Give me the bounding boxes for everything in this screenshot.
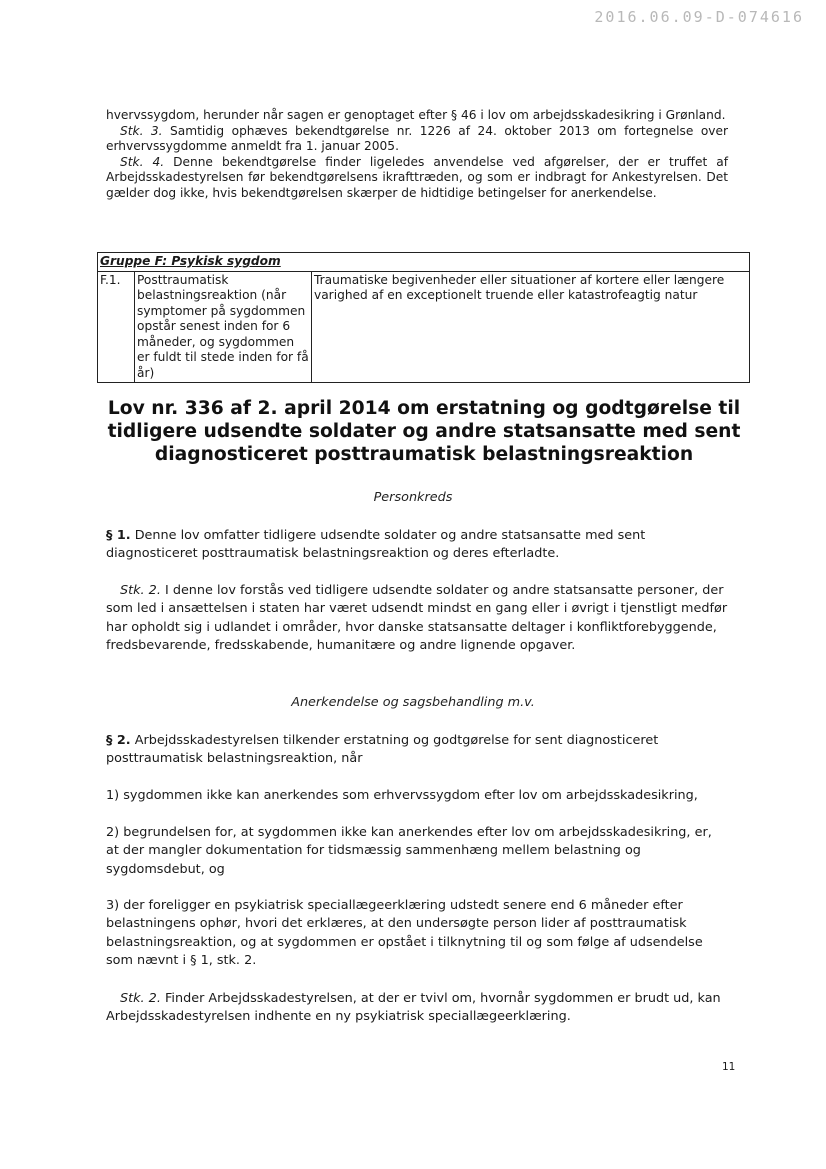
section-heading-personkreds: Personkreds	[373, 490, 453, 505]
table-header: Gruppe F: Psykisk sygdom	[98, 253, 750, 272]
paragraph-continuation: hvervssygdom, herunder når sagen er genoptaget efter § 46 i lov om arbejdsskadesikring i Grønland.	[106, 108, 726, 122]
disease-table	[97, 252, 750, 383]
paragraph-label: § 2.	[106, 733, 131, 748]
stk-label: Stk. 4.	[120, 154, 165, 169]
list-item-2: 2) begrundelsen for, at sygdommen ikke kan anerkendes efter lov om arbejdsskadesikring, er, at der mangler dokumentation for tidsmæssig sammenhæng mellem belastning og sygdomsdebut, og	[106, 825, 712, 877]
document-stamp: 2016.06.09-D-074616	[594, 8, 804, 26]
section-heading-anerkendelse: Anerkendelse og sagsbehandling m.v.	[291, 695, 535, 710]
stk-label: Stk. 2.	[120, 583, 161, 598]
stk-text: Denne bekendtgørelse finder ligeledes anvendelse ved afgørelser, der er truffet af Arbejdsskadestyrelsen før bekendtgørelsens ikrafttræden, og som er indbragt for Ankestyrelsen. Det gælder dog ikke, hvis bekendtgørelsen skærper de hidtidige betingelser for anerkendelse.	[106, 154, 728, 200]
list-item-1: 1) sygdommen ikke kan anerkendes som erhvervssygdom efter lov om arbejdsskadesikring,	[106, 788, 698, 803]
paragraph-1	[106, 527, 728, 564]
exposure-description: Traumatiske begivenheder eller situationer af kortere eller længere varighed af en exceptionelt truende eller katastrofeagtig natur	[312, 271, 750, 383]
stk-text: I denne lov forstås ved tidligere udsendte soldater og andre statsansatte personer, der som led i ansættelsen i staten har været udsendt mindst en gang eller i øvrigt i tjenstligt medfør har opholdt sig i udlandet i områder, hvor danske statsansatte deltager i konfliktforebyggende, fredsbevarende, fredsskabende, humanitære og andre lignende opgaver.	[106, 583, 728, 654]
paragraph-stk4	[106, 155, 728, 202]
paragraph-stk3	[106, 124, 728, 155]
law-title: Lov nr. 336 af 2. april 2014 om erstatning og godtgørelse til tidligere udsendte soldater og andre statsansatte med sent diagnosticeret posttraumatisk belastningsreaktion	[107, 398, 741, 465]
stk-text: Samtidig ophæves bekendtgørelse nr. 1226 af 24. oktober 2013 om fortegnelse over erhvervssygdomme anmeldt fra 1. januar 2005.	[106, 123, 729, 154]
page-number: 11	[722, 1061, 736, 1073]
stk-label: Stk. 3.	[120, 123, 163, 138]
stk-label: Stk. 2.	[120, 991, 161, 1006]
table-header-row	[98, 253, 750, 272]
paragraph-2-stk2	[106, 990, 728, 1027]
paragraph-label: § 1.	[106, 528, 131, 543]
disease-code: F.1.	[98, 271, 135, 383]
disease-name: Posttraumatisk belastningsreaktion (når symptomer på sygdommen opstår senest inden for 6 måneder, og sygdommen er fuldt til stede inden for få år)	[135, 271, 312, 383]
paragraph-2	[106, 732, 728, 769]
table-row	[98, 271, 750, 383]
previous-law-text	[106, 108, 728, 202]
paragraph-text: Arbejdsskadestyrelsen tilkender erstatning og godtgørelse for sent diagnosticeret posttraumatisk belastningsreaktion, når	[106, 733, 659, 767]
stk-text: Finder Arbejdsskadestyrelsen, at der er tvivl om, hvornår sygdommen er brudt ud, kan Arbejdsskadestyrelsen indhente en ny psykiatrisk speciallægeerklæring.	[106, 991, 721, 1025]
paragraph-text: Denne lov omfatter tidligere udsendte soldater og andre statsansatte med sent diagnosticeret posttraumatisk belastningsreaktion og deres efterladte.	[106, 528, 646, 562]
list-item-3: 3) der foreligger en psykiatrisk speciallægeerklæring udstedt senere end 6 måneder efter belastningens ophør, hvori det erklæres, at den undersøgte person lider af posttraumatisk belastningsreaktion, og at sygdommen er opstået i tilknytning til og som følge af udsendelse som nævnt i § 1, stk. 2.	[106, 898, 703, 969]
paragraph-1-stk2	[106, 582, 728, 656]
